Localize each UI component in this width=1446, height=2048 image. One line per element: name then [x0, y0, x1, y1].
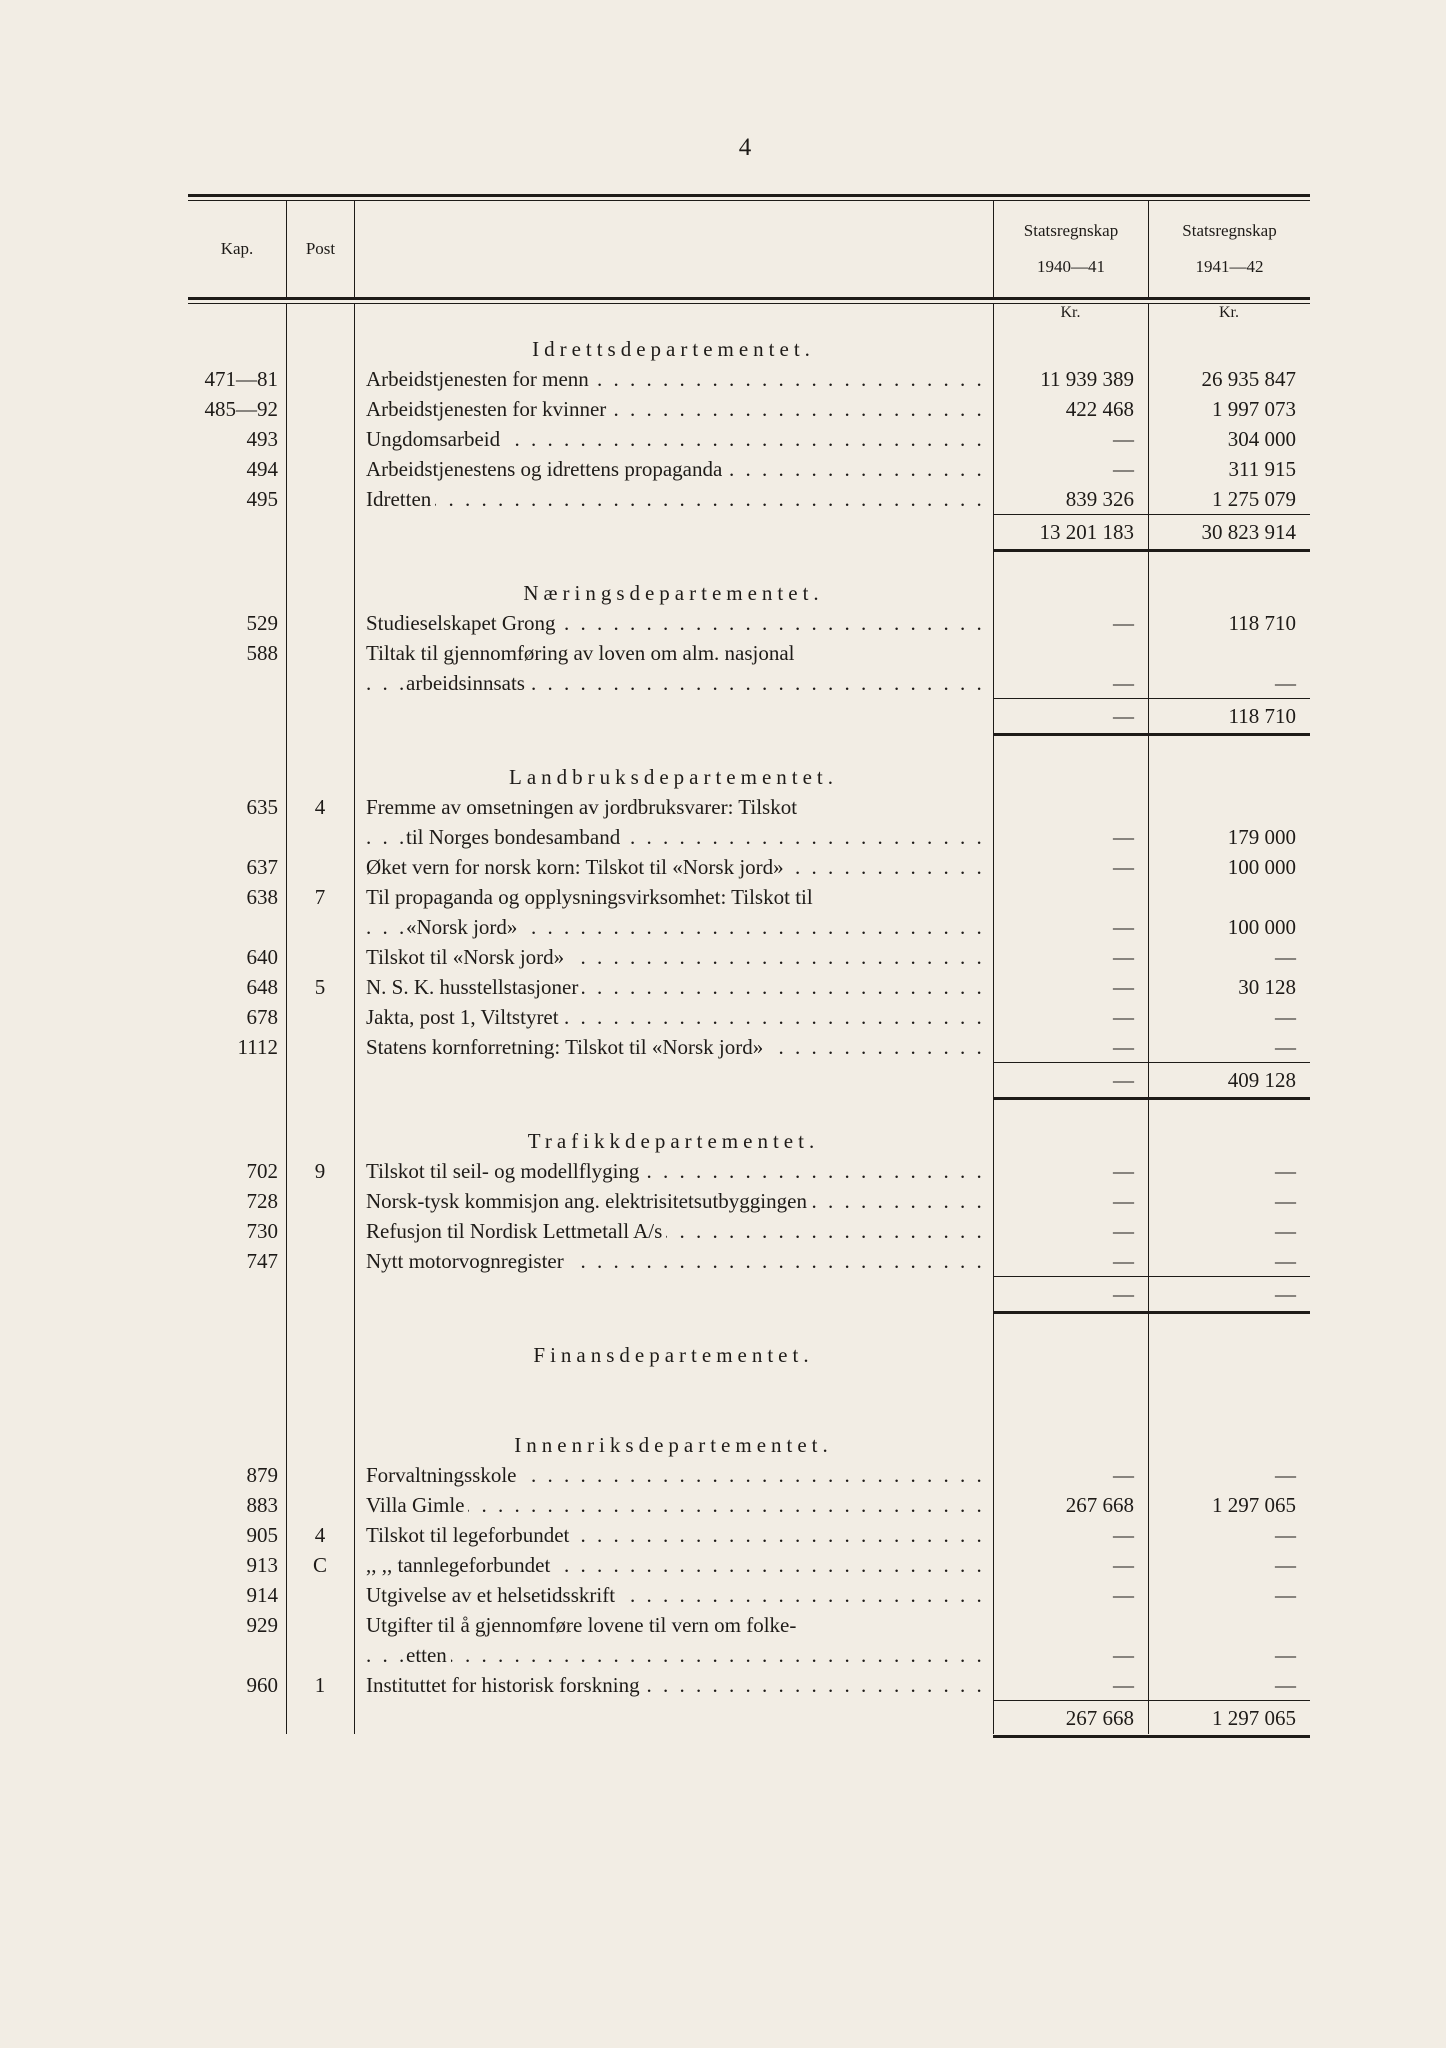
value-1941-42: —	[1275, 1463, 1296, 1487]
section-total-row	[188, 698, 1310, 732]
kap-cell: 485—92	[204, 397, 278, 421]
post-cell	[286, 1460, 354, 1490]
description-cell	[354, 942, 993, 972]
table-row	[188, 1186, 1310, 1216]
table-row	[188, 1580, 1310, 1610]
value-1941-42	[1148, 882, 1310, 912]
value-1940-41: —	[1113, 1035, 1134, 1059]
description-text: til Norges bondesamband	[406, 825, 624, 849]
kap-cell: 747	[246, 1249, 278, 1273]
kap-cell: 588	[246, 641, 278, 665]
kap-cell: 529	[246, 611, 278, 635]
value-1941-42: 100 000	[1227, 915, 1296, 939]
post-cell: C	[312, 1553, 327, 1577]
value-1941-42: 304 000	[1227, 427, 1296, 451]
description-text: Utgifter til å gjennomføre lovene til vern om folke-	[366, 1613, 800, 1637]
section-spacer	[188, 1370, 1310, 1400]
table-row	[188, 1002, 1310, 1032]
section-total-row	[188, 1276, 1310, 1310]
value-1941-42: —	[1275, 1219, 1296, 1243]
section-spacer	[188, 1310, 1310, 1340]
description-text: Til propaganda og opplysningsvirksomhet: Tilskot til	[366, 885, 817, 909]
value-1940-41: —	[1113, 1219, 1134, 1243]
section-spacer	[188, 732, 1310, 762]
total-1941-42: 1 297 065	[1148, 1700, 1310, 1738]
description-cell	[354, 792, 993, 822]
value-1940-41	[993, 1610, 1148, 1640]
section-title: Trafikkdepartementet.	[527, 1129, 820, 1153]
table-row	[188, 852, 1310, 882]
value-1941-42: —	[1275, 1523, 1296, 1547]
kap-cell: 883	[246, 1493, 278, 1517]
value-1940-41: —	[1113, 1005, 1134, 1029]
description-text: Øket vern for norsk korn: Tilskot til «Norsk jord»	[366, 855, 788, 879]
description-cell	[354, 1032, 993, 1062]
description-cell	[354, 1216, 993, 1246]
value-1941-42: —	[1275, 1159, 1296, 1183]
description-text: Fremme av omsetningen av jordbruksvarer: Tilskot	[366, 795, 801, 819]
description-text: Utgivelse av et helsetidsskrift	[366, 1583, 619, 1607]
section-total-row	[188, 1700, 1310, 1734]
table-row	[188, 668, 1310, 698]
value-1941-42: 1 275 079	[1212, 487, 1296, 511]
table-row	[188, 822, 1310, 852]
description-cell	[354, 454, 993, 484]
section-total-row	[188, 1062, 1310, 1096]
value-1941-42: 100 000	[1227, 855, 1296, 879]
header-kap: Kap.	[220, 239, 254, 258]
table-row	[188, 942, 1310, 972]
kap-cell	[188, 912, 286, 942]
section-spacer	[188, 1096, 1310, 1126]
header-rule	[188, 297, 1310, 300]
description-cell	[354, 1002, 993, 1032]
post-cell	[286, 942, 354, 972]
value-1941-42	[1148, 792, 1310, 822]
value-1940-41: —	[1113, 975, 1134, 999]
value-1940-41: —	[1113, 1463, 1134, 1487]
value-1941-42: —	[1275, 1189, 1296, 1213]
value-1940-41: —	[1113, 671, 1134, 695]
header-desc	[354, 201, 993, 297]
value-1940-41: —	[1113, 825, 1134, 849]
total-1941-42: 409 128	[1148, 1062, 1310, 1100]
description-text: N. S. K. husstellstasjoner	[366, 975, 582, 999]
description-text: «Norsk jord»	[406, 915, 521, 939]
page-number: 4	[738, 134, 752, 161]
value-1940-41: —	[1113, 457, 1134, 481]
kap-cell: 929	[246, 1613, 278, 1637]
kap-cell	[188, 1640, 286, 1670]
value-1940-41: —	[1113, 1643, 1134, 1667]
table-row	[188, 912, 1310, 942]
description-text: Ungdomsarbeid	[366, 427, 504, 451]
header-col2-line1: Statsregnskap	[1182, 221, 1277, 240]
post-cell: 5	[314, 975, 326, 999]
description-cell	[354, 852, 993, 882]
value-1940-41: —	[1113, 1189, 1134, 1213]
value-1941-42: —	[1275, 1249, 1296, 1273]
description-text: Villa Gimle	[366, 1493, 468, 1517]
header-col2	[1148, 201, 1310, 297]
value-1941-42: 30 128	[1238, 975, 1296, 999]
section-heading-row	[188, 578, 1310, 608]
header-col2-line2: 1941—42	[1195, 257, 1264, 276]
table-row	[188, 364, 1310, 394]
description-cell	[354, 608, 993, 638]
value-1941-42: —	[1275, 671, 1296, 695]
section-heading-row	[188, 762, 1310, 792]
description-cell	[354, 822, 993, 852]
post-cell	[286, 1580, 354, 1610]
table-row	[188, 484, 1310, 514]
kap-cell: 637	[246, 855, 278, 879]
total-1940-41: 13 201 183	[993, 514, 1148, 552]
value-1941-42: —	[1275, 945, 1296, 969]
table-row	[188, 1490, 1310, 1520]
description-cell	[354, 1670, 993, 1700]
table-header	[188, 201, 1310, 297]
description-text: Idretten	[366, 487, 435, 511]
value-1940-41	[993, 638, 1148, 668]
post-cell	[286, 668, 354, 698]
table-row	[188, 1156, 1310, 1186]
kap-cell	[188, 822, 286, 852]
kap-cell: 648	[246, 975, 278, 999]
value-1941-42: —	[1275, 1005, 1296, 1029]
description-cell	[354, 1550, 993, 1580]
table-row	[188, 1550, 1310, 1580]
description-cell	[354, 1460, 993, 1490]
section-title: Næringsdepartementet.	[523, 581, 824, 605]
table-row	[188, 1032, 1310, 1062]
section-total-row	[188, 514, 1310, 548]
value-1940-41	[993, 882, 1148, 912]
table-row	[188, 1216, 1310, 1246]
post-cell: 4	[314, 1523, 326, 1547]
table-row	[188, 1520, 1310, 1550]
total-1941-42: 118 710	[1148, 698, 1310, 736]
value-1940-41: —	[1113, 945, 1134, 969]
kap-cell: 640	[246, 945, 278, 969]
kap-cell: 960	[246, 1673, 278, 1697]
table-row	[188, 1246, 1310, 1276]
value-1940-41: 839 326	[1065, 487, 1134, 511]
description-cell	[354, 1580, 993, 1610]
kap-cell: 494	[246, 457, 278, 481]
currency-row	[188, 304, 1310, 334]
budget-table	[188, 194, 1310, 1734]
kap-cell: 493	[246, 427, 278, 451]
description-cell	[354, 972, 993, 1002]
kap-cell: 730	[246, 1219, 278, 1243]
table-row	[188, 638, 1310, 668]
kap-cell: 905	[246, 1523, 278, 1547]
description-cell	[354, 394, 993, 424]
description-text: Arbeidstjenestens og idrettens propaganda	[366, 457, 726, 481]
kap-cell: 678	[246, 1005, 278, 1029]
table-row	[188, 882, 1310, 912]
description-text: Tilskot til seil- og modellflyging	[366, 1159, 643, 1183]
value-1940-41: —	[1113, 915, 1134, 939]
kap-cell: 495	[246, 487, 278, 511]
post-cell	[286, 364, 354, 394]
post-cell	[286, 1216, 354, 1246]
description-cell	[354, 638, 993, 668]
section-spacer	[188, 548, 1310, 578]
description-text: arbeidsinnsats	[406, 671, 529, 695]
description-cell	[354, 882, 993, 912]
table-row	[188, 608, 1310, 638]
kap-cell: 635	[246, 795, 278, 819]
value-1940-41: 11 939 389	[1040, 367, 1134, 391]
table-rows	[188, 304, 1310, 1734]
currency-col2: Kr.	[1219, 304, 1239, 321]
value-1941-42: 179 000	[1227, 825, 1296, 849]
description-text: Instituttet for historisk forskning	[366, 1673, 644, 1697]
description-cell	[354, 484, 993, 514]
description-text: Arbeidstjenesten for menn	[366, 367, 593, 391]
table-row	[188, 792, 1310, 822]
description-text: Jakta, post 1, Viltstyret	[366, 1005, 563, 1029]
description-text: Nytt motorvognregister	[366, 1249, 568, 1273]
value-1941-42: —	[1275, 1673, 1296, 1697]
post-cell: 4	[314, 795, 326, 819]
description-cell	[354, 1156, 993, 1186]
table-row	[188, 1610, 1310, 1640]
header-post: Post	[286, 201, 354, 297]
section-title: Finansdepartementet.	[533, 1343, 814, 1367]
post-cell	[286, 638, 354, 668]
total-1940-41: —	[993, 1276, 1148, 1314]
section-heading-row	[188, 1430, 1310, 1460]
kap-cell: 702	[246, 1159, 278, 1183]
description-text: Statens kornforretning: Tilskot til «Norsk jord»	[366, 1035, 767, 1059]
table-body	[188, 304, 1310, 1734]
value-1941-42: 1 297 065	[1212, 1493, 1296, 1517]
table-row	[188, 394, 1310, 424]
value-1940-41: —	[1113, 1159, 1134, 1183]
description-cell	[354, 1490, 993, 1520]
kap-cell: 728	[246, 1189, 278, 1213]
description-cell	[354, 1246, 993, 1276]
kap-cell	[188, 668, 286, 698]
header-col1	[993, 201, 1148, 297]
post-cell	[286, 1490, 354, 1520]
description-cell	[354, 1640, 993, 1670]
kap-cell: 913	[246, 1553, 278, 1577]
value-1941-42: —	[1275, 1035, 1296, 1059]
section-heading-row	[188, 334, 1310, 364]
value-1940-41	[993, 792, 1148, 822]
value-1941-42: 118 710	[1228, 611, 1296, 635]
description-text: Forvaltningsskole	[366, 1463, 521, 1487]
value-1940-41: —	[1113, 1523, 1134, 1547]
post-cell	[286, 1610, 354, 1640]
table-row	[188, 1640, 1310, 1670]
value-1940-41: —	[1113, 611, 1134, 635]
description-cell	[354, 1610, 993, 1640]
post-cell	[286, 1032, 354, 1062]
value-1941-42	[1148, 1610, 1310, 1640]
value-1941-42: —	[1275, 1583, 1296, 1607]
post-cell: 1	[314, 1673, 326, 1697]
description-text: Studieselskapet Grong	[366, 611, 560, 635]
post-cell: 9	[314, 1159, 326, 1183]
description-cell	[354, 1520, 993, 1550]
post-cell	[286, 1002, 354, 1032]
description-text: Refusjon til Nordisk Lettmetall A/s	[366, 1219, 666, 1243]
section-heading-row	[188, 1340, 1310, 1370]
value-1941-42: —	[1275, 1643, 1296, 1667]
value-1940-41: —	[1113, 427, 1134, 451]
header-col1-line1: Statsregnskap	[1023, 221, 1119, 240]
post-cell	[286, 912, 354, 942]
post-cell	[286, 424, 354, 454]
value-1940-41: —	[1113, 1583, 1134, 1607]
description-cell	[354, 668, 993, 698]
section-spacer	[188, 1400, 1310, 1430]
kap-cell: 471—81	[204, 367, 278, 391]
section-title: Innenriksdepartementet.	[514, 1433, 833, 1457]
value-1941-42: 311 915	[1228, 457, 1296, 481]
value-1940-41: 267 668	[1065, 1493, 1134, 1517]
kap-cell: 638	[246, 885, 278, 909]
value-1940-41: 422 468	[1065, 397, 1134, 421]
total-1940-41: 267 668	[993, 1700, 1148, 1738]
post-cell	[286, 1640, 354, 1670]
description-text: etten	[406, 1643, 451, 1667]
value-1940-41: —	[1113, 855, 1134, 879]
table-row	[188, 1460, 1310, 1490]
value-1941-42	[1148, 638, 1310, 668]
value-1940-41: —	[1113, 1553, 1134, 1577]
section-title: Landbruksdepartementet.	[509, 765, 838, 789]
table-row	[188, 424, 1310, 454]
description-text: Arbeidstjenesten for kvinner	[366, 397, 610, 421]
total-1940-41: —	[993, 698, 1148, 736]
value-1941-42: 1 997 073	[1212, 397, 1296, 421]
top-rule	[188, 194, 1310, 197]
total-1940-41: —	[993, 1062, 1148, 1100]
description-text: Tilskot til legeforbundet	[366, 1523, 573, 1547]
kap-cell: 914	[246, 1583, 278, 1607]
post-cell	[286, 454, 354, 484]
kap-cell: 1112	[237, 1035, 278, 1059]
table-row	[188, 1670, 1310, 1700]
value-1941-42: 26 935 847	[1201, 367, 1296, 391]
header-col1-line2: 1940—41	[1037, 257, 1105, 276]
description-cell	[354, 912, 993, 942]
description-text: Tilskot til «Norsk jord»	[366, 945, 568, 969]
total-1941-42: —	[1148, 1276, 1310, 1314]
value-1940-41: —	[1113, 1249, 1134, 1273]
table-row	[188, 454, 1310, 484]
description-text: Tiltak til gjennomføring av loven om alm. nasjonal	[366, 641, 799, 665]
table-row	[188, 972, 1310, 1002]
post-cell	[286, 822, 354, 852]
description-cell	[354, 364, 993, 394]
post-cell	[286, 608, 354, 638]
value-1941-42: —	[1275, 1553, 1296, 1577]
total-1941-42: 30 823 914	[1148, 514, 1310, 552]
section-heading-row	[188, 1126, 1310, 1156]
post-cell	[286, 1186, 354, 1216]
value-1940-41: —	[1113, 1673, 1134, 1697]
currency-col1: Kr.	[1060, 304, 1081, 321]
description-text: ,, ,, tannlegeforbundet	[366, 1553, 554, 1577]
kap-cell: 879	[246, 1463, 278, 1487]
description-text: Norsk-tysk kommisjon ang. elektrisitetsutbyggingen	[366, 1189, 811, 1213]
post-cell	[286, 394, 354, 424]
post-cell	[286, 484, 354, 514]
post-cell	[286, 852, 354, 882]
section-title: Idrettsdepartementet.	[532, 337, 815, 361]
post-cell: 7	[314, 885, 326, 909]
description-cell	[354, 424, 993, 454]
post-cell	[286, 1246, 354, 1276]
description-cell	[354, 1186, 993, 1216]
